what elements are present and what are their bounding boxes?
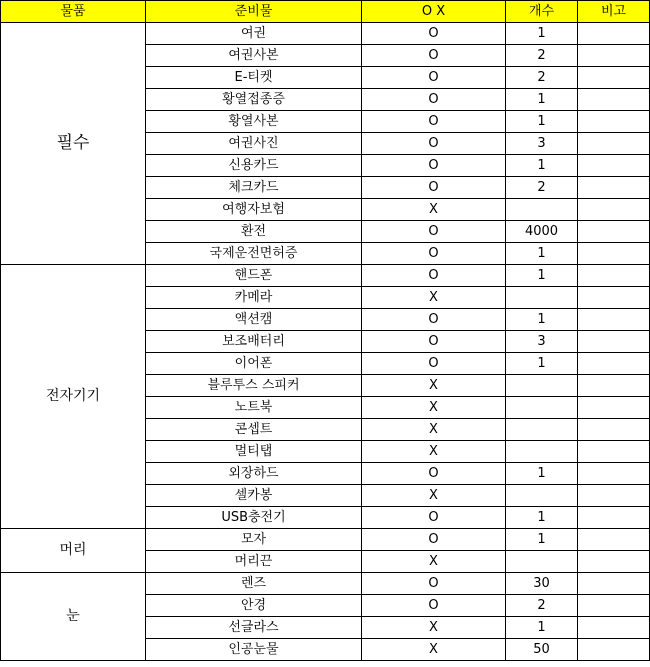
ox-cell[interactable]: O xyxy=(362,331,506,353)
item-name-cell[interactable]: 선글라스 xyxy=(146,617,362,639)
count-cell[interactable]: 1 xyxy=(506,309,578,331)
count-cell[interactable]: 1 xyxy=(506,265,578,287)
header-item[interactable]: 준비물 xyxy=(146,1,362,23)
ox-cell[interactable]: O xyxy=(362,573,506,595)
count-cell[interactable] xyxy=(506,419,578,441)
count-cell[interactable] xyxy=(506,287,578,309)
note-cell[interactable] xyxy=(578,177,650,199)
ox-cell[interactable]: O xyxy=(362,221,506,243)
count-cell[interactable]: 1 xyxy=(506,353,578,375)
item-name-cell[interactable]: 렌즈 xyxy=(146,573,362,595)
count-cell[interactable]: 4000 xyxy=(506,221,578,243)
ox-cell[interactable]: X xyxy=(362,617,506,639)
header-note[interactable]: 비고 xyxy=(578,1,650,23)
note-cell[interactable] xyxy=(578,111,650,133)
ox-cell[interactable]: X xyxy=(362,199,506,221)
item-name-cell[interactable]: 멀티탭 xyxy=(146,441,362,463)
count-cell[interactable]: 2 xyxy=(506,45,578,67)
note-cell[interactable] xyxy=(578,375,650,397)
item-name-cell[interactable]: 핸드폰 xyxy=(146,265,362,287)
count-cell[interactable]: 2 xyxy=(506,595,578,617)
category-cell[interactable]: 전자기기 xyxy=(1,265,146,529)
note-cell[interactable] xyxy=(578,199,650,221)
count-cell[interactable]: 1 xyxy=(506,507,578,529)
count-cell[interactable]: 3 xyxy=(506,133,578,155)
note-cell[interactable] xyxy=(578,45,650,67)
count-cell[interactable]: 30 xyxy=(506,573,578,595)
count-cell[interactable]: 1 xyxy=(506,89,578,111)
count-cell[interactable]: 1 xyxy=(506,155,578,177)
ox-cell[interactable]: O xyxy=(362,353,506,375)
count-cell[interactable]: 1 xyxy=(506,23,578,45)
count-cell[interactable] xyxy=(506,485,578,507)
count-cell[interactable] xyxy=(506,441,578,463)
count-cell[interactable] xyxy=(506,375,578,397)
ox-cell[interactable]: O xyxy=(362,155,506,177)
ox-cell[interactable]: X xyxy=(362,375,506,397)
note-cell[interactable] xyxy=(578,331,650,353)
ox-cell[interactable]: O xyxy=(362,529,506,551)
table-row xyxy=(1,529,650,551)
ox-cell[interactable]: X xyxy=(362,485,506,507)
header-ox[interactable]: O X xyxy=(362,1,506,23)
table-body xyxy=(1,23,650,661)
category-cell[interactable]: 머리 xyxy=(1,529,146,573)
item-name-cell[interactable]: 환전 xyxy=(146,221,362,243)
item-name-cell[interactable]: USB충전기 xyxy=(146,507,362,529)
item-name-cell[interactable]: 셀카봉 xyxy=(146,485,362,507)
table-row xyxy=(1,23,650,45)
note-cell[interactable] xyxy=(578,89,650,111)
note-cell[interactable] xyxy=(578,595,650,617)
count-cell[interactable] xyxy=(506,397,578,419)
note-cell[interactable] xyxy=(578,221,650,243)
note-cell[interactable] xyxy=(578,573,650,595)
item-name-cell[interactable]: 안경 xyxy=(146,595,362,617)
category-cell[interactable]: 필수 xyxy=(1,23,146,265)
count-cell[interactable]: 1 xyxy=(506,463,578,485)
note-cell[interactable] xyxy=(578,639,650,661)
note-cell[interactable] xyxy=(578,485,650,507)
note-cell[interactable] xyxy=(578,287,650,309)
ox-cell[interactable]: O xyxy=(362,89,506,111)
ox-cell[interactable]: O xyxy=(362,23,506,45)
ox-cell[interactable]: O xyxy=(362,67,506,89)
item-name-cell[interactable]: 액션캠 xyxy=(146,309,362,331)
count-cell[interactable] xyxy=(506,551,578,573)
item-name-cell[interactable]: 신용카드 xyxy=(146,155,362,177)
table-row xyxy=(1,265,650,287)
note-cell[interactable] xyxy=(578,463,650,485)
item-name-cell[interactable]: 모자 xyxy=(146,529,362,551)
note-cell[interactable] xyxy=(578,133,650,155)
ox-cell[interactable]: O xyxy=(362,243,506,265)
header-category[interactable]: 물품 xyxy=(1,1,146,23)
item-name-cell[interactable]: 인공눈물 xyxy=(146,639,362,661)
note-cell[interactable] xyxy=(578,507,650,529)
ox-cell[interactable]: O xyxy=(362,309,506,331)
note-cell[interactable] xyxy=(578,441,650,463)
ox-cell[interactable]: X xyxy=(362,639,506,661)
count-cell[interactable]: 50 xyxy=(506,639,578,661)
item-name-cell[interactable]: 이어폰 xyxy=(146,353,362,375)
note-cell[interactable] xyxy=(578,397,650,419)
note-cell[interactable] xyxy=(578,265,650,287)
item-name-cell[interactable]: 여권 xyxy=(146,23,362,45)
note-cell[interactable] xyxy=(578,617,650,639)
count-cell[interactable] xyxy=(506,199,578,221)
ox-cell[interactable]: X xyxy=(362,397,506,419)
ox-cell[interactable]: O xyxy=(362,265,506,287)
item-name-cell[interactable]: 국제운전면허증 xyxy=(146,243,362,265)
ox-cell[interactable]: O xyxy=(362,595,506,617)
ox-cell[interactable]: O xyxy=(362,463,506,485)
item-name-cell[interactable]: 카메라 xyxy=(146,287,362,309)
ox-cell[interactable]: O xyxy=(362,111,506,133)
item-name-cell[interactable]: E-티켓 xyxy=(146,67,362,89)
item-name-cell[interactable]: 노트북 xyxy=(146,397,362,419)
header-row xyxy=(1,1,650,23)
item-name-cell[interactable]: 여권사진 xyxy=(146,133,362,155)
ox-cell[interactable]: X xyxy=(362,419,506,441)
item-name-cell[interactable]: 블루투스 스피커 xyxy=(146,375,362,397)
ox-cell[interactable]: X xyxy=(362,551,506,573)
category-cell[interactable]: 눈 xyxy=(1,573,146,661)
item-name-cell[interactable]: 여권사본 xyxy=(146,45,362,67)
note-cell[interactable] xyxy=(578,243,650,265)
item-name-cell[interactable]: 머리끈 xyxy=(146,551,362,573)
note-cell[interactable] xyxy=(578,353,650,375)
count-cell[interactable]: 1 xyxy=(506,617,578,639)
table-row xyxy=(1,573,650,595)
count-cell[interactable]: 2 xyxy=(506,177,578,199)
ox-cell[interactable]: X xyxy=(362,441,506,463)
note-cell[interactable] xyxy=(578,529,650,551)
item-name-cell[interactable]: 황열접종증 xyxy=(146,89,362,111)
ox-cell[interactable]: O xyxy=(362,45,506,67)
ox-cell[interactable]: X xyxy=(362,287,506,309)
count-cell[interactable]: 1 xyxy=(506,243,578,265)
ox-cell[interactable]: O xyxy=(362,133,506,155)
count-cell[interactable]: 2 xyxy=(506,67,578,89)
item-name-cell[interactable]: 황열사본 xyxy=(146,111,362,133)
ox-cell[interactable]: O xyxy=(362,507,506,529)
ox-cell[interactable]: O xyxy=(362,177,506,199)
note-cell[interactable] xyxy=(578,419,650,441)
item-name-cell[interactable]: 여행자보험 xyxy=(146,199,362,221)
note-cell[interactable] xyxy=(578,67,650,89)
item-name-cell[interactable]: 외장하드 xyxy=(146,463,362,485)
note-cell[interactable] xyxy=(578,155,650,177)
note-cell[interactable] xyxy=(578,309,650,331)
item-name-cell[interactable]: 보조배터리 xyxy=(146,331,362,353)
note-cell[interactable] xyxy=(578,551,650,573)
item-name-cell[interactable]: 체크카드 xyxy=(146,177,362,199)
count-cell[interactable]: 1 xyxy=(506,111,578,133)
note-cell[interactable] xyxy=(578,23,650,45)
header-count[interactable]: 개수 xyxy=(506,1,578,23)
count-cell[interactable]: 3 xyxy=(506,331,578,353)
item-name-cell[interactable]: 콘셉트 xyxy=(146,419,362,441)
count-cell[interactable]: 1 xyxy=(506,529,578,551)
